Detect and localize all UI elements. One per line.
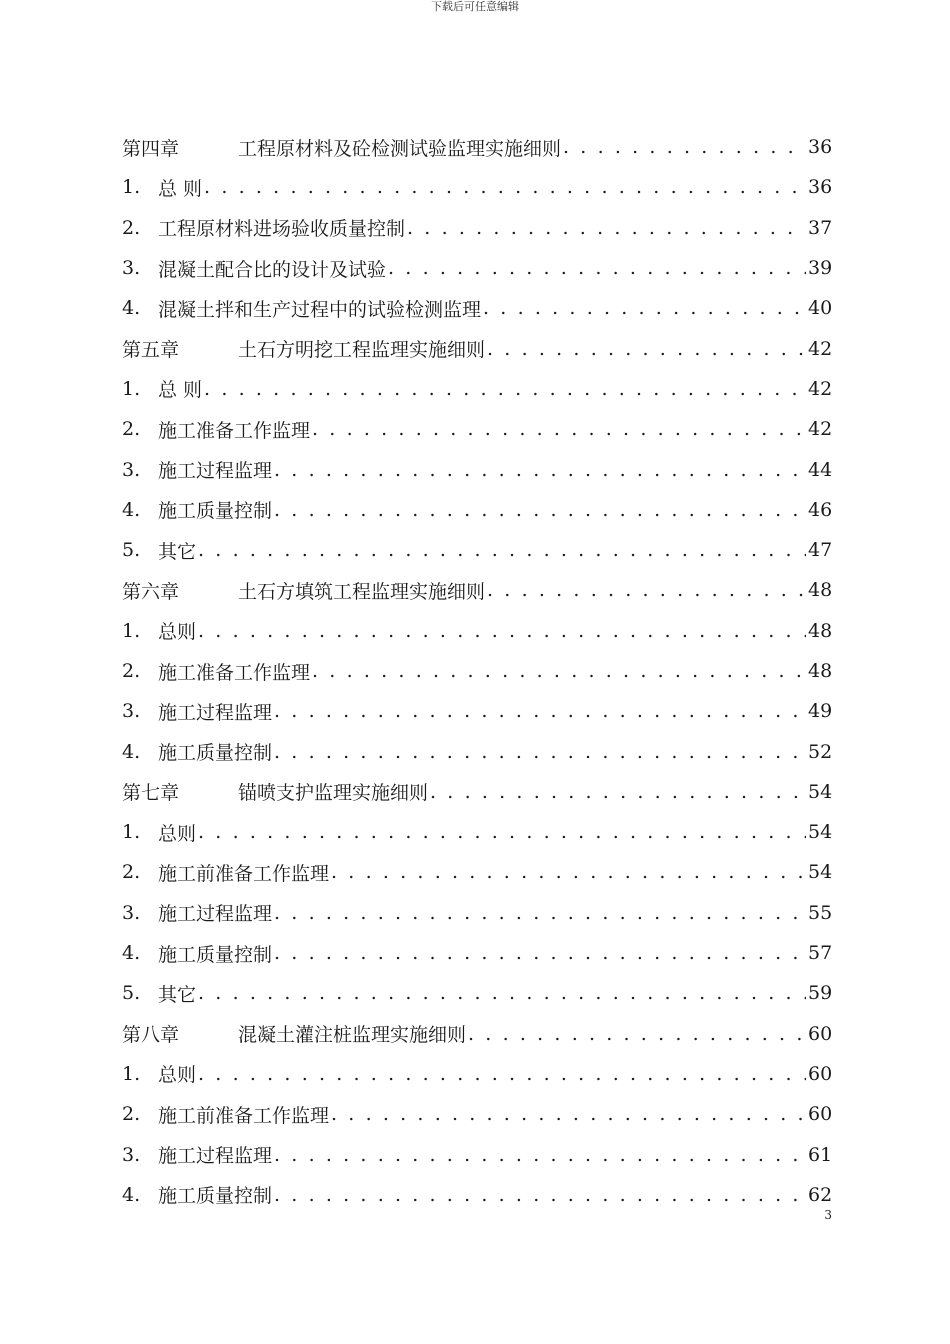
toc-entry-page: 47 [808,539,833,562]
toc-entry-title: 施工过程监理 [158,460,273,483]
toc-entry-number: 3. [122,458,141,481]
toc-entry-title: 施工过程监理 [158,903,273,926]
toc-section-entry[interactable] [122,933,832,973]
toc-section-entry[interactable] [122,167,832,207]
toc-entry-number: 1. [122,176,141,199]
toc-entry-number: 4. [122,740,141,763]
toc-dot-leader [487,338,806,360]
toc-section-entry[interactable] [122,973,832,1013]
toc-section-entry[interactable] [122,611,832,651]
toc-dot-leader [563,136,806,158]
toc-dot-leader [274,499,806,521]
toc-dot-leader [331,1103,806,1125]
toc-dot-leader [198,821,806,843]
toc-entry-number: 5. [122,539,141,562]
toc-entry-title: 其它 [158,540,197,563]
toc-entry-title: 土石方明挖工程监理实施细则 [238,339,486,362]
header-note: 下载后可任意编辑 [431,0,519,13]
toc-dot-leader [274,902,806,924]
toc-entry-page: 48 [808,660,833,682]
toc-entry-page: 54 [808,821,833,844]
toc-entry-title: 其它 [158,983,197,1006]
toc-entry-number: 1. [122,619,141,642]
toc-dot-leader [312,660,806,682]
toc-section-entry[interactable] [122,1094,832,1134]
toc-dot-leader [274,942,806,964]
toc-entry-number: 1. [122,377,141,400]
toc-section-entry[interactable] [122,1134,832,1174]
toc-section-entry[interactable] [122,651,832,691]
toc-section-entry[interactable] [122,812,832,852]
toc-section-entry[interactable] [122,288,832,328]
toc-entry-page: 36 [808,176,833,199]
toc-entry-title: 施工质量控制 [158,1185,273,1208]
toc-entry-page: 44 [808,458,833,481]
toc-dot-leader [198,982,806,1004]
toc-entry-title: 施工质量控制 [158,943,273,966]
toc-section-entry[interactable] [122,449,832,489]
toc-entry-number: 4. [122,942,141,965]
toc-section-entry[interactable] [122,248,832,288]
toc-entry-number: 2. [122,216,141,239]
toc-entry-page: 55 [808,901,833,924]
toc-entry-number: 第八章 [122,1024,180,1047]
toc-dot-leader [274,741,806,763]
toc-dot-leader [204,176,806,198]
toc-dot-leader [198,1063,806,1085]
toc-entry-page: 48 [808,579,833,602]
toc-entry-page: 40 [808,297,833,320]
toc-entry-number: 4. [122,297,141,320]
toc-dot-leader [487,579,806,601]
toc-entry-page: 52 [808,740,833,763]
toc-entry-number: 1. [122,1062,141,1085]
toc-entry-title: 总则 [158,621,197,644]
toc-entry-number: 第七章 [122,782,180,805]
toc-entry-title: 总则 [158,822,197,845]
toc-entry-page: 42 [808,377,833,400]
toc-dot-leader [274,459,806,481]
toc-entry-page: 61 [808,1143,833,1166]
toc-entry-number: 5. [122,982,141,1005]
toc-dot-leader [274,700,806,722]
toc-entry-title: 土石方填筑工程监理实施细则 [238,580,486,603]
toc-entry-number: 2. [122,660,141,682]
toc-section-entry[interactable] [122,530,832,570]
toc-entry-title: 工程原材料及砼检测试验监理实施细则 [238,137,562,160]
toc-entry-page: 60 [808,1062,833,1085]
toc-chapter-entry[interactable] [122,1014,832,1054]
toc-section-entry[interactable] [122,490,832,530]
toc-dot-leader [274,1144,806,1166]
toc-entry-title: 总 则 [158,379,203,402]
toc-entry-title: 混凝土灌注桩监理实施细则 [238,1024,467,1047]
toc-entry-title: 工程原材料进场验收质量控制 [158,218,406,241]
toc-entry-page: 59 [808,982,833,1005]
toc-entry-page: 54 [808,780,833,803]
toc-entry-number: 1. [122,821,141,844]
toc-dot-leader [204,378,806,400]
toc-entry-number: 2. [122,418,141,441]
toc-section-entry[interactable] [122,1175,832,1215]
toc-entry-page: 48 [808,619,833,642]
toc-entry-title: 总 则 [158,177,203,200]
toc-entry-page: 60 [808,1103,833,1126]
toc-entry-page: 49 [808,700,833,723]
toc-dot-leader [388,257,806,279]
toc-entry-number: 第四章 [122,137,180,160]
toc-entry-title: 施工前准备工作监理 [158,862,330,885]
toc-dot-leader [483,297,806,319]
toc-section-entry[interactable] [122,691,832,731]
table-of-contents [122,127,832,1215]
toc-section-entry[interactable] [122,731,832,771]
toc-entry-page: 36 [808,136,833,159]
toc-entry-title: 施工过程监理 [158,701,273,724]
toc-entry-title: 施工质量控制 [158,742,273,765]
toc-section-entry[interactable] [122,409,832,449]
toc-section-entry[interactable] [122,208,832,248]
toc-entry-number: 3. [122,700,141,723]
toc-dot-leader [331,861,806,883]
toc-entry-number: 3. [122,257,141,280]
toc-entry-page: 39 [808,257,833,280]
toc-entry-title: 施工质量控制 [158,500,273,523]
toc-dot-leader [468,1023,806,1045]
toc-entry-title: 总则 [158,1064,197,1087]
toc-entry-page: 46 [808,498,833,521]
toc-entry-page: 54 [808,861,833,884]
toc-chapter-entry[interactable] [122,772,832,812]
toc-section-entry[interactable] [122,852,832,892]
toc-entry-number: 第六章 [122,580,180,603]
toc-section-entry[interactable] [122,1054,832,1094]
toc-dot-leader [430,781,806,803]
toc-entry-page: 37 [808,216,833,239]
toc-entry-page: 57 [808,942,833,965]
toc-entry-page: 42 [808,337,833,360]
toc-entry-title: 混凝土配合比的设计及试验 [158,258,387,281]
toc-entry-title: 施工过程监理 [158,1145,273,1168]
toc-section-entry[interactable] [122,893,832,933]
toc-chapter-entry[interactable] [122,127,832,167]
toc-entry-page: 42 [808,418,833,441]
toc-dot-leader [274,1184,806,1206]
toc-entry-number: 4. [122,1183,141,1206]
toc-entry-number: 3. [122,1143,141,1166]
toc-entry-number: 2. [122,1103,141,1126]
toc-entry-number: 3. [122,901,141,924]
toc-section-entry[interactable] [122,369,832,409]
toc-entry-title: 施工准备工作监理 [158,661,311,684]
page-number: 3 [824,1208,832,1222]
toc-dot-leader [312,418,806,440]
toc-dot-leader [198,620,806,642]
toc-entry-title: 锚喷支护监理实施细则 [238,782,429,805]
toc-dot-leader [407,217,806,239]
toc-entry-number: 4. [122,498,141,521]
toc-entry-title: 施工前准备工作监理 [158,1104,330,1127]
toc-entry-number: 第五章 [122,339,180,362]
toc-entry-title: 混凝土拌和生产过程中的试验检测监理 [158,298,482,321]
toc-entry-page: 60 [808,1022,833,1045]
toc-chapter-entry[interactable] [122,570,832,610]
toc-entry-title: 施工准备工作监理 [158,419,311,442]
toc-entry-number: 2. [122,861,141,884]
toc-entry-page: 62 [808,1183,833,1206]
toc-dot-leader [198,539,806,561]
toc-chapter-entry[interactable] [122,328,832,368]
